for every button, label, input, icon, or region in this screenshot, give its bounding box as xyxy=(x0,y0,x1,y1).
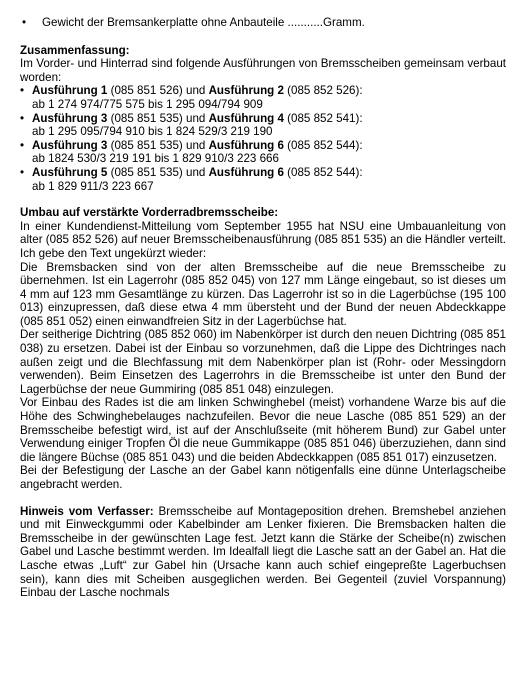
bullet-icon: • xyxy=(20,111,25,125)
variant-body xyxy=(32,166,363,193)
variant-label-b: Ausführung 6 xyxy=(208,138,284,152)
summary-heading: Zusammenfassung: xyxy=(20,43,130,57)
upgrade-paragraph-seal: Der seitherige Dichtring (085 852 060) im Nabenkörper ist durch den neuen Dichtring (085 851 038) zu ersetzen. Dabei ist der Einbau so vorzunehmen, daß die Lippe des Dichtringes nach außen zeigt und die Blechfassung mit dem Nabenkörper plan ist (Rohr- oder Messingdorn verwenden). Beim Einsetzen des Lagerrohrs in die Bremsscheibe ist unter den Bund der Lagerbüchse der neue Gummiring (085 851 048) einzulegen. xyxy=(20,328,506,396)
summary-intro: Im Vorder- und Hinterrad sind folgende Ausführungen von Bremsscheiben gemeinsam verbaut worden: xyxy=(20,57,506,84)
variant-title xyxy=(32,84,363,98)
variant-list xyxy=(20,84,506,193)
bullet-icon: • xyxy=(20,165,25,179)
variant-label-b: Ausführung 2 xyxy=(208,84,284,98)
list-item xyxy=(20,84,506,111)
document-page xyxy=(20,16,506,600)
variant-label-a: Ausführung 5 xyxy=(32,165,108,179)
variant-title xyxy=(32,112,363,126)
variant-body xyxy=(32,112,363,139)
variant-label-b: Ausführung 4 xyxy=(208,111,284,125)
variant-title xyxy=(32,166,363,180)
variant-label-a: Ausführung 3 xyxy=(32,138,108,152)
variant-serials: ab 1 295 095/794 910 bis 1 824 529/3 219 190 xyxy=(32,125,273,139)
bullet-icon: • xyxy=(20,84,25,98)
author-note-heading: Hinweis vom Verfasser: xyxy=(20,504,154,518)
upgrade-heading: Umbau auf verstärkte Vorderradbremsscheibe: xyxy=(20,206,279,220)
variant-label-a: Ausführung 3 xyxy=(32,111,108,125)
list-item xyxy=(20,166,506,193)
bullet-icon: • xyxy=(20,138,25,152)
variant-label-a: Ausführung 1 xyxy=(32,84,108,98)
variant-serials: ab 1 829 911/3 223 667 xyxy=(32,179,154,193)
author-note xyxy=(20,505,506,600)
list-item xyxy=(20,139,506,166)
variant-body xyxy=(32,84,363,111)
variant-title xyxy=(32,139,363,153)
upgrade-paragraph-brake-shoes: Die Bremsbacken sind von der alten Bremsscheibe auf die neue Bremsscheibe zu übernehmen. Ist ein Lagerrohr (085 852 045) von 127 mm Länge eingebaut, so ist dieses um 4 mm auf 123 mm Gesamtlänge zu kürzen. Das Lagerrohr ist so in die Lagerbüchse (195 100 013) einzupressen, daß diese etwa 4 mm übersteht und der Bund der neuen Abdeckkappe (085 851 052) einen einwandfreien Sitz in der Lagerbüchse hat. xyxy=(20,260,506,328)
list-item xyxy=(20,112,506,139)
variant-part-b: (085 852 526): xyxy=(283,84,363,98)
variant-part-a: (085 851 526) und xyxy=(107,84,209,98)
variant-part-b: (085 852 541): xyxy=(283,111,363,125)
bullet-icon: • xyxy=(22,16,27,29)
variant-label-b: Ausführung 6 xyxy=(208,165,284,179)
variant-part-a: (085 851 535) und xyxy=(107,111,209,125)
variant-part-b: (085 852 544): xyxy=(283,138,363,152)
variant-serials: ab 1824 530/3 219 191 bis 1 829 910/3 223 666 xyxy=(32,152,279,166)
variant-serials: ab 1 274 974/775 575 bis 1 295 094/794 909 xyxy=(32,97,263,111)
variant-part-a: (085 851 535) und xyxy=(107,165,209,179)
author-note-text: Bremsscheibe auf Montageposition drehen. Bremshebel anziehen und mit Einweckgummi oder Kabelbinder am Lenker fixieren. Die Bremsbacken halten die Bremsscheibe in der gewünschten Lage fest. Jetzt kann die Stärke der Scheibe(n) zwischen Gabel und Lasche bestimmt werden. Im Idealfall liegt die Lasche satt an der Gabel an. Hat die Lasche etwas „Luft“ zur Gabel hin (Ursache kann auch schief eingepreßte Lagerbuchsen sein), kann dies mit Scheiben ausgeglichen werden. Bei Gegenteil (zuviel Vorspannung) Einbau der Lasche nochmals xyxy=(20,504,506,600)
weight-text: Gewicht der Bremsankerplatte ohne Anbauteile ...........Gramm. xyxy=(42,16,365,29)
weight-bullet-item xyxy=(22,16,506,30)
variant-part-b: (085 852 544): xyxy=(283,165,363,179)
upgrade-paragraph-washer: Bei der Befestigung der Lasche an der Gabel kann nötigenfalls eine dünne Unterlagscheibe angebracht werden. xyxy=(20,464,506,491)
upgrade-paragraph-intro: In einer Kundendienst-Mitteilung vom September 1955 hat NSU eine Umbauanleitung von alter (085 852 526) auf neuer Bremsscheibenausführung (085 851 535) an die Händler verteilt. Ich gebe den Text ungekürzt wieder: xyxy=(20,219,506,260)
variant-part-a: (085 851 535) und xyxy=(107,138,209,152)
variant-body xyxy=(32,139,363,166)
upgrade-paragraph-wheel: Vor Einbau des Rades ist die am linken Schwinghebel (meist) vorhandene Warze bis auf die Höhe des Schwinghebelauges nachzufeilen. Bevor die neue Lasche (085 851 529) an der Bremsscheibe befestigt wird, ist auf der Anschlußseite (mit höherem Bund) zur Gabel unter Verwendung einiger Tropfen Öl die neue Gummikappe (085 851 046) überzuziehen, dann sind die längere Büchse (085 851 043) und die beiden Abdeckkappen (085 851 017) einzusetzen. xyxy=(20,396,506,464)
